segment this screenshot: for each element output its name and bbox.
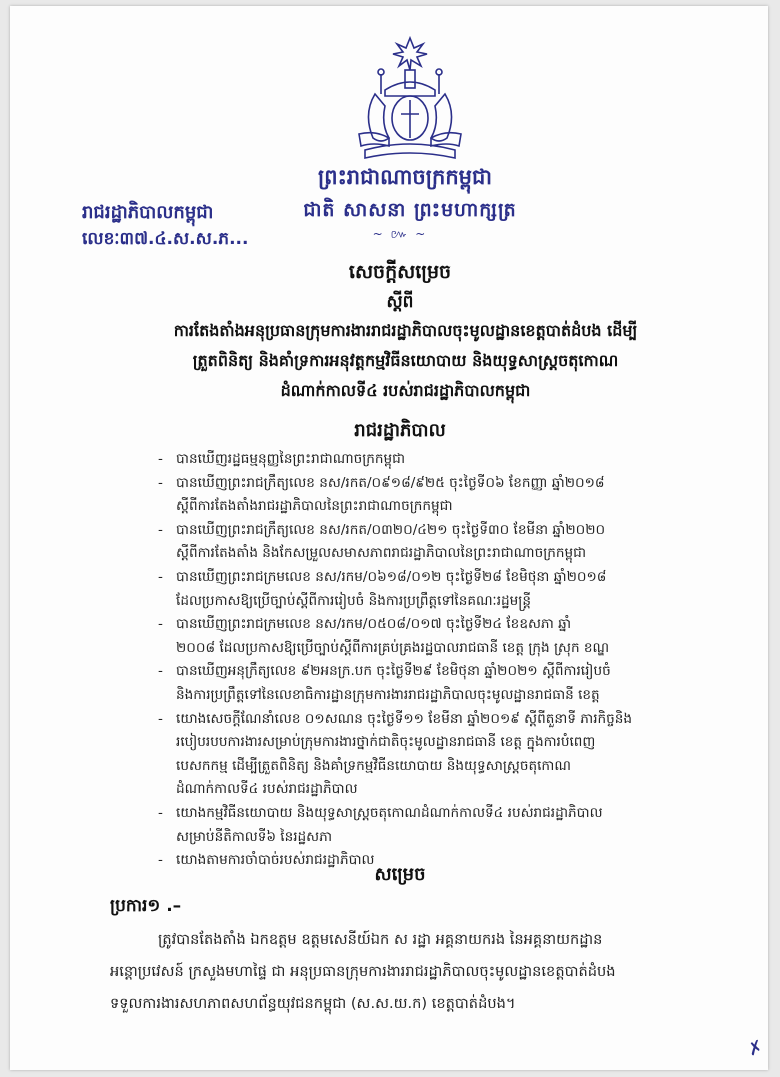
- decision-subject: [98, 316, 713, 406]
- subject-line: ត្រួតពិនិត្យ និងគាំទ្រការអនុវត្តកម្មវិធីនយោបាយ និងយុទ្ធសាស្ត្រចតុកោណ: [192, 351, 619, 370]
- initial-signature: ✗: [744, 1036, 767, 1061]
- reference-line: ដែលប្រកាសឱ្យប្រើច្បាប់ស្តីពីការរៀបចំ និងការប្រព្រឹត្តទៅនៃគណៈរដ្ឋមន្ត្រី: [176, 592, 531, 609]
- reference-line: បានឃើញព្រះរាជក្រមលេខ នស/រកម/០៥០៨/០១៧ ចុះថ្ងៃទី២៤ ខែឧសភា ឆ្នាំ: [176, 616, 572, 633]
- reference-line: បានឃើញព្រះរាជក្រឹត្យលេខ នស/រកត/០៩១៨/៩២៥ ចុះថ្ងៃទី០៦ ខែកញ្ញា ឆ្នាំ២០១៨: [176, 474, 605, 491]
- reference-item: - យោងសេចក្តីណែនាំលេខ ០១សណន ចុះថ្ងៃទី១១ ខែមីនា ឆ្នាំ២០១៩ ស្តីពីតួនាទី ភារកិច្ចនិង របៀបរបបការងារសម្រាប់ក្រុមការងារថ្នាក់ជាតិចុះមូលដ្ឋានរាជធានី ខេត្ត ក្នុងការបំពេញ បេសកកម្ម ដើម្បីត្រួតពិនិត្យ និងគាំទ្រកម្មវិធីនយោបាយ និងយុទ្ធសាស្ត្រចតុកោណ ដំណាក់កាលទី៤ របស់រាជរដ្ឋាភិបាល: [158, 710, 633, 798]
- reference-item: - បានឃើញអនុក្រឹត្យលេខ ៩២អនក្រ.បក ចុះថ្ងៃទី២៩ ខែមិថុនា ឆ្នាំ២០២១ ស្តីពីការរៀបចំ និងការប្រព្រឹត្តទៅនៃលេខាធិការដ្ឋានក្រុមការងាររាជរដ្ឋាភិបាលចុះមូលដ្ឋានរាជធានី ខេត្ត: [158, 663, 611, 703]
- reference-line: បានឃើញព្រះរាជក្រឹត្យលេខ នស/រកត/០៣២០/៤២១ ចុះថ្ងៃទី៣០ ខែមីនា ឆ្នាំ២០២០: [176, 521, 606, 538]
- reference-line: ស្តីពីការតែងតាំង និងកែសម្រួលសមាសភាពរាជរដ្ឋាភិបាលនៃព្រះរាជាណាចក្រកម្ពុជា: [176, 545, 587, 562]
- kingdom-heading: ព្រះរាជាណាចក្រកម្ពុជា: [317, 165, 492, 189]
- decorative-flourish: ~ ៚ ~: [372, 227, 428, 241]
- reference-item: - បានឃើញព្រះរាជក្រឹត្យលេខ នស/រកត/០៩១៨/៩២៥ ចុះថ្ងៃទី០៦ ខែកញ្ញា ឆ្នាំ២០១៨ ស្តីពីការតែងតាំងរាជរដ្ឋាភិបាលនៃព្រះរាជាណាចក្រកម្ពុជា: [158, 474, 605, 515]
- about-label: ស្តីពី: [386, 292, 414, 312]
- reference-item: - យោងកម្មវិធីនយោបាយ និងយុទ្ធសាស្ត្រចតុកោណដំណាក់កាលទី៤ របស់រាជរដ្ឋាភិបាល សម្រាប់នីតិកាលទី៦ នៃរដ្ឋសភា: [158, 804, 603, 845]
- reference-item: - បានឃើញរដ្ឋធម្មនុញ្ញនៃព្រះរាជាណាចក្រកម្ពុជា: [158, 451, 406, 467]
- reference-line: បានឃើញព្រះរាជក្រមលេខ នស/រកម/០៦១៨/០១២ ចុះថ្ងៃទី២៨ ខែមិថុនា ឆ្នាំ២០១៨: [176, 568, 607, 585]
- reference-line: បានឃើញរដ្ឋធម្មនុញ្ញនៃព្រះរាជាណាចក្រកម្ពុជា: [176, 451, 406, 467]
- body-line: ត្រូវបានតែងតាំង ឯកឧត្តម ឧត្តមសេនីយ៍ឯក ស រដ្ឋា អគ្គនាយករង នៃអគ្គនាយកដ្ឋាន: [158, 931, 603, 948]
- body-line: អន្តោប្រវេសន៍ ក្រសួងមហាផ្ទៃ ជា អនុប្រធានក្រុមការងាររាជរដ្ឋាភិបាលចុះមូលដ្ឋានខេត្តបាត់ដំបង: [110, 963, 616, 980]
- article-1-heading: ប្រការ១ .–: [110, 896, 182, 916]
- royal-coat-of-arms-emblem: [345, 34, 475, 164]
- reference-line: និងការប្រព្រឹត្តទៅនៃលេខាធិការដ្ឋានក្រុមការងាររាជរដ្ឋាភិបាលចុះមូលដ្ឋានរាជធានី ខេត្ត: [176, 686, 600, 703]
- reference-line: ដំណាក់កាលទី៤ របស់រាជរដ្ឋាភិបាល: [176, 781, 358, 798]
- issuing-government: រាជរដ្ឋាភិបាលកម្ពុជា: [82, 202, 214, 223]
- reference-line: បានឃើញអនុក្រឹត្យលេខ ៩២អនក្រ.បក ចុះថ្ងៃទី២៩ ខែមិថុនា ឆ្នាំ២០២១ ស្តីពីការរៀបចំ: [176, 663, 611, 680]
- government-heading: រាជរដ្ឋាភិបាល: [354, 420, 446, 441]
- legal-references-list: [158, 448, 748, 873]
- document-page: [10, 6, 768, 1070]
- reference-line: យោងកម្មវិធីនយោបាយ និងយុទ្ធសាស្ត្រចតុកោណដំណាក់កាលទី៤ របស់រាជរដ្ឋាភិបាល: [176, 804, 603, 821]
- reference-line: បេសកកម្ម ដើម្បីត្រួតពិនិត្យ និងគាំទ្រកម្មវិធីនយោបាយ និងយុទ្ធសាស្ត្រចតុកោណ: [176, 757, 571, 774]
- reference-item: - បានឃើញព្រះរាជក្រឹត្យលេខ នស/រកត/០៣២០/៤២១ ចុះថ្ងៃទី៣០ ខែមីនា ឆ្នាំ២០២០ ស្តីពីការតែងតាំង និងកែសម្រួលសមាសភាពរាជរដ្ឋាភិបាលនៃព្រះរាជាណាចក្រកម្ពុជា: [158, 521, 606, 562]
- subject-line: ដំណាក់កាលទី៤ របស់រាជរដ្ឋាភិបាលកម្ពុជា: [280, 381, 531, 400]
- reference-item: - បានឃើញព្រះរាជក្រមលេខ នស/រកម/០៥០៨/០១៧ ចុះថ្ងៃទី២៤ ខែឧសភា ឆ្នាំ ២០០៨ ដែលប្រកាសឱ្យប្រើច្បាប់ស្តីពីការគ្រប់គ្រងរដ្ឋបាលរាជធានី ខេត្ត ក្រុង ស្រុក ខណ្ឌ: [158, 616, 610, 656]
- reference-line: របៀបរបបការងារសម្រាប់ក្រុមការងារថ្នាក់ជាតិចុះមូលដ្ឋានរាជធានី ខេត្ត ក្នុងការបំពេញ: [176, 734, 596, 751]
- national-motto: ជាតិ សាសនា ព្រះមហាក្សត្រ: [303, 199, 517, 221]
- document-number: លេខៈ៣៧.៤.ស.ស.ភ...: [82, 229, 249, 249]
- article-1-body: [110, 924, 758, 1020]
- subject-line: ការតែងតាំងអនុប្រធានក្រុមការងាររាជរដ្ឋាភិបាលចុះមូលដ្ឋានខេត្តបាត់ដំបង ដើម្បី: [173, 321, 638, 340]
- reference-line: យោងសេចក្តីណែនាំលេខ ០១សណន ចុះថ្ងៃទី១១ ខែមីនា ឆ្នាំ២០១៩ ស្តីពីតួនាទី ភារកិច្ចនិង: [176, 710, 633, 727]
- decide-heading: សម្រេច: [374, 864, 426, 885]
- reference-line: សម្រាប់នីតិកាលទី៦ នៃរដ្ឋសភា: [176, 828, 333, 845]
- reference-item: - យោងតាមការចាំបាច់របស់រាជរដ្ឋាភិបាល: [158, 852, 375, 869]
- reference-line: យោងតាមការចាំបាច់របស់រាជរដ្ឋាភិបាល: [176, 852, 375, 869]
- reference-item: - បានឃើញព្រះរាជក្រមលេខ នស/រកម/០៦១៨/០១២ ចុះថ្ងៃទី២៨ ខែមិថុនា ឆ្នាំ២០១៨ ដែលប្រកាសឱ្យប្រើច្បាប់ស្តីពីការរៀបចំ និងការប្រព្រឹត្តទៅនៃគណៈរដ្ឋមន្ត្រី: [158, 568, 607, 609]
- reference-line: ស្តីពីការតែងតាំងរាជរដ្ឋាភិបាលនៃព្រះរាជាណាចក្រកម្ពុជា: [176, 498, 453, 515]
- reference-line: ២០០៨ ដែលប្រកាសឱ្យប្រើច្បាប់ស្តីពីការគ្រប់គ្រងរដ្ឋបាលរាជធានី ខេត្ត ក្រុង ស្រុក ខណ្ឌ: [176, 639, 610, 656]
- body-line: ទទួលការងារសហភាពសហព័ន្ធយុវជនកម្ពុជា (ស.ស.យ.ក) ខេត្តបាត់ដំបង។: [110, 995, 516, 1012]
- document-title: សេចក្តីសម្រេច: [348, 261, 452, 283]
